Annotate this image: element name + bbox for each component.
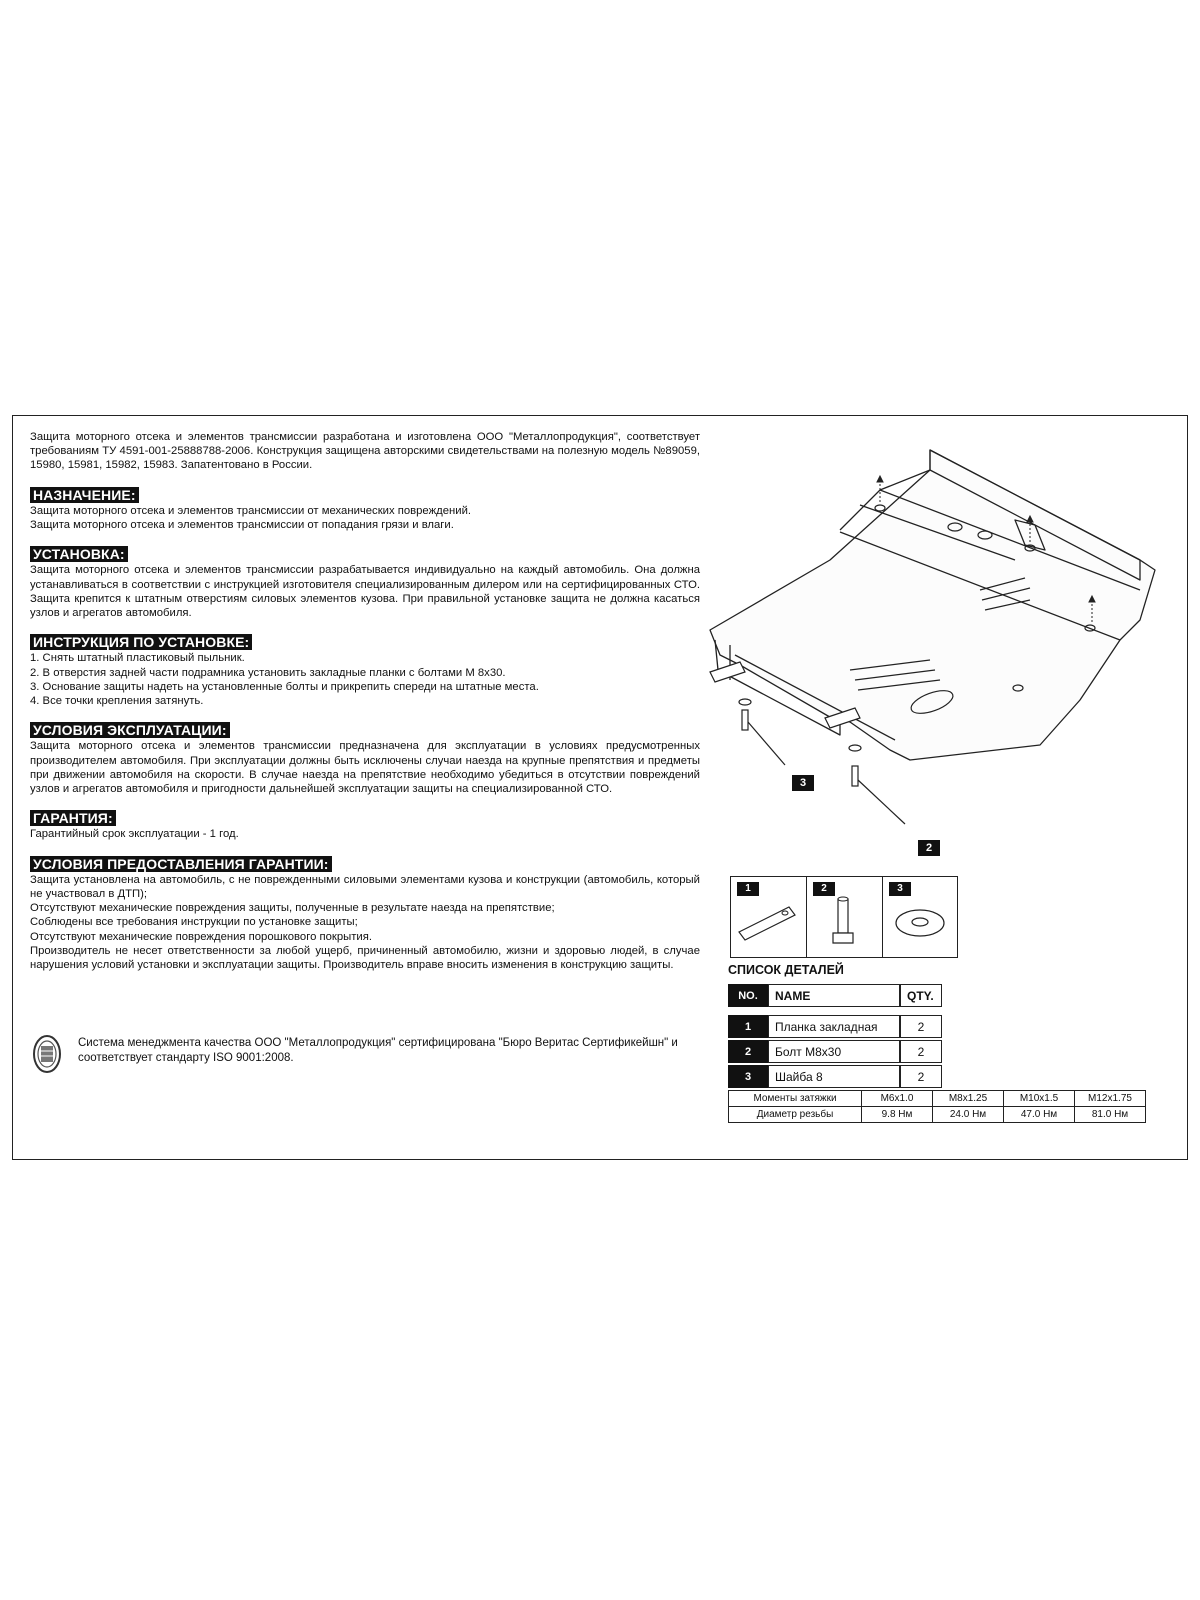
section-warranty-conditions	[30, 842, 700, 973]
table-header-row	[728, 984, 942, 1007]
instruction-step: 4. Все точки крепления затянуть.	[30, 695, 204, 708]
part-tag: 2	[813, 882, 835, 896]
skid-plate-drawing	[700, 440, 1180, 860]
table-row	[728, 1015, 942, 1038]
torque-label: Моменты затяжки	[729, 1091, 862, 1107]
part-no: 1	[728, 1015, 768, 1038]
torque-value: 47.0 Нм	[1004, 1107, 1075, 1123]
thread-size: M12x1.75	[1075, 1091, 1146, 1107]
table-row	[729, 1091, 1146, 1107]
torque-value: 81.0 Нм	[1075, 1107, 1146, 1123]
instruction-step: 2. В отверстия задней части подрамника установить закладные планки с болтами М 8х30.	[30, 666, 506, 679]
part-qty: 2	[900, 1040, 942, 1063]
section-line: Соблюдены все требования инструкции по установке защиты;	[30, 916, 358, 929]
part-2-picture	[807, 877, 883, 957]
section-heading: УСЛОВИЯ ПРЕДОСТАВЛЕНИЯ ГАРАНТИИ:	[30, 856, 332, 872]
header-no: NO.	[728, 984, 768, 1007]
certification-text: Система менеджмента качества ООО "Металлопродукция" сертифицирована "Бюро Веритас Сертификейшн" и соответствует стандарту ISO 9001:2008.	[78, 1037, 678, 1064]
parts-list-title: СПИСОК ДЕТАЛЕЙ	[728, 963, 844, 977]
table-row	[729, 1107, 1146, 1123]
thread-size: M10x1.5	[1004, 1091, 1075, 1107]
part-no: 3	[728, 1065, 768, 1088]
section-operating-conditions	[30, 708, 700, 796]
part-name: Планка закладная	[768, 1015, 900, 1038]
part-1-picture	[731, 877, 807, 957]
section-text: Защита моторного отсека и элементов трансмиссии предназначена для эксплуатации в условиях предусмотренных производителем автомобиля. При эксплуатации должны быть исключены случаи наезда на крупные препятствия и предметы при движении автомобиля на скорости. В случае наезда на препятствие необходимо убедиться в отсутствии повреждений узлов и агрегатов автомобиля и пригодности дальнейшей эксплуатации защиты на специализированной СТО.	[30, 740, 700, 796]
part-qty: 2	[900, 1015, 942, 1038]
section-heading: ГАРАНТИЯ:	[30, 810, 116, 826]
parts-list-table	[728, 982, 942, 1090]
table-row	[728, 1065, 942, 1088]
section-text: Защита установлена на автомобиль, с не поврежденными силовыми элементами кузова и конструкции (автомобиль, который не участвовал в ДТП);	[30, 873, 700, 901]
part-no: 2	[728, 1040, 768, 1063]
part-name: Шайба 8	[768, 1065, 900, 1088]
section-purpose	[30, 473, 700, 533]
section-line: Защита моторного отсека и элементов трансмиссии от механических повреждений.	[30, 504, 472, 517]
torque-value: 9.8 Нм	[862, 1107, 933, 1123]
header-name: NAME	[768, 984, 900, 1007]
section-line: Защита моторного отсека и элементов трансмиссии от попадания грязи и влаги.	[30, 519, 454, 532]
section-instructions	[30, 620, 700, 708]
section-heading: УСЛОВИЯ ЭКСПЛУАТАЦИИ:	[30, 722, 230, 738]
section-heading: НАЗНАЧЕНИЕ:	[30, 487, 139, 503]
section-text: Производитель не несет ответственности за любой ущерб, причиненный автомобилю, жизни и здоровью людей, в случае нарушения условий установки и эксплуатации защиты. Производитель вправе вносить изменения в конструкцию защиты.	[30, 944, 700, 972]
callout-3: 3	[792, 775, 814, 791]
part-qty: 2	[900, 1065, 942, 1088]
diameter-label: Диаметр резьбы	[729, 1107, 862, 1123]
section-line: Отсутствуют механические повреждения порошкового покрытия.	[30, 930, 372, 943]
header-qty: QTY.	[900, 984, 942, 1007]
section-line: Отсутствуют механические повреждения защиты, полученные в результате наезда на препятствие;	[30, 902, 555, 915]
callout-2: 2	[918, 840, 940, 856]
thread-size: M8x1.25	[933, 1091, 1004, 1107]
intro-paragraph: Защита моторного отсека и элементов трансмиссии разработана и изготовлена ООО "Металлопродукция", соответствует требованиям ТУ 4591-001-25888788-2006. Конструкция защищена авторскими свидетельствами на полезную модель №89059, 15980, 15981, 15982, 15983. Запатентовано в России.	[30, 431, 700, 472]
table-row	[728, 1040, 942, 1063]
section-warranty	[30, 796, 700, 841]
parts-illustrations	[730, 876, 958, 958]
instruction-step: 3. Основание защиты надеть на установленные болты и прикрепить спереди на штатные места.	[30, 680, 539, 693]
bureau-veritas-seal-icon	[32, 1034, 62, 1074]
part-3-picture	[883, 877, 957, 957]
part-tag: 1	[737, 882, 759, 896]
part-name: Болт М8х30	[768, 1040, 900, 1063]
torque-value: 24.0 Нм	[933, 1107, 1004, 1123]
certification-block	[30, 1032, 700, 1076]
instruction-step: 1. Снять штатный пластиковый пыльник.	[30, 652, 245, 665]
torque-table	[728, 1090, 1146, 1123]
text-column	[30, 430, 700, 972]
part-tag: 3	[889, 882, 911, 896]
section-installation	[30, 532, 700, 620]
section-text: Защита моторного отсека и элементов трансмиссии разрабатывается индивидуально на каждый автомобиль. Она должна устанавливаться в соответствии с инструкцией изготовителя специализированным дилером или на сертифицированных СТО. Защита крепится к штатным отверстиям силовых элементов кузова. При правильной установке защита не должна касаться узлов и агрегатов автомобиля.	[30, 564, 700, 620]
section-line: Гарантийный срок эксплуатации - 1 год.	[30, 828, 239, 841]
section-heading: ИНСТРУКЦИЯ ПО УСТАНОВКЕ:	[30, 634, 252, 650]
section-heading: УСТАНОВКА:	[30, 546, 128, 562]
thread-size: M6x1.0	[862, 1091, 933, 1107]
